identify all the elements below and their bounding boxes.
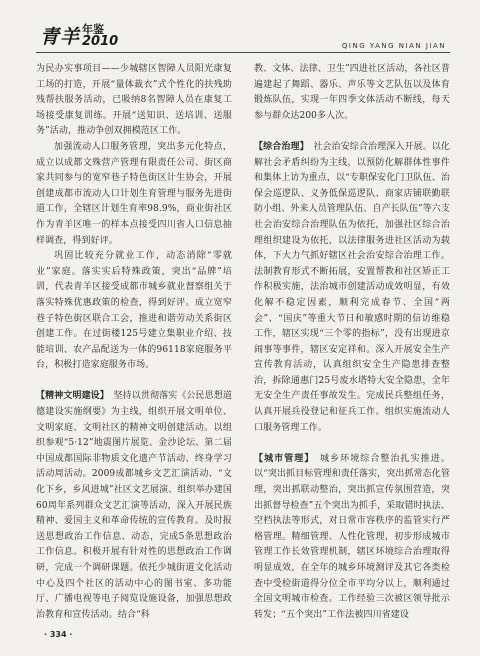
section-heading: 【城市管理】 bbox=[254, 453, 310, 464]
paragraph-text: 城乡环境综合整治扎实推进。以“突出抓目标管理和责任落实，突出抓常态化管理，突出抓联动整治，突出抓宣传氛围营造，突出抓督导检查”五个突出为抓手，采取错时执法、空档执法等形式，对日常市容秩序的监管实行严格管理。精细管理、人性化管理，初步形成城市管理工作长效管理机制，辖区环境综合治理取得明显成效，在全年的城乡环境测评及其它各类检查中受检街道得分位全市平均分以上，顺利通过全国文明城市检查。工作经验三次被区领导批示转发；“五个突出”工作法被四川省建设 bbox=[254, 453, 450, 620]
section-heading: 【精神文明建设】 bbox=[36, 391, 105, 402]
page-number: · 334 · bbox=[44, 630, 73, 639]
paragraph: 为民办实事项目——少城辖区智障人员阳光康复工场的打造，开展“量体裁衣”式个性化的扶残助残帮扶服务活动，已吸纳8名智障人员在康复工场接受康复训练。开展“送知识、送培训、送服务”活动，推动争创双拥模范区工作。 bbox=[36, 64, 232, 137]
header-romanized-title: QING YANG NIAN JIAN bbox=[341, 42, 446, 50]
section-heading: 【综合治理】 bbox=[254, 141, 305, 152]
paragraph bbox=[36, 389, 232, 623]
paragraph: 教、文体、法律、卫生”四进社区活动，各社区普遍建起了舞蹈、器乐、声乐等文艺队伍以及体育锻炼队伍，实现一年四季文体活动不断线，每天参与群众达200多人次。 bbox=[254, 64, 450, 121]
logo-year: 2010 bbox=[82, 34, 119, 49]
left-column bbox=[36, 62, 232, 623]
right-column bbox=[254, 62, 450, 623]
yearbook-logo bbox=[40, 22, 118, 49]
logo-nianjian: 年鉴 bbox=[82, 23, 105, 36]
paragraph-text: 社会治安综合治理深入开展。以化解社会矛盾纠纷为主线，以预防化解群体性事件和集体上访为重点，以“专职保安化门卫队伍、治保会巡逻队、义务低保巡逻队、商家店铺联勤联防小组、外来人员管理队伍、自产长队伍”等六支社会治安综合治理队伍为依托，加强社区综合治理组织建设为依托，以法律服务进社区活动为载体，下大力气抓好辖区社会治安综合治理工作。法制教育形式不断拓展，安置帮教和社区矫正工作积极实施，法治城市创建活动成效明显，有效化解不稳定因素，顺利完成春节、全国“两会”、“国庆”等重大节日和敏感时期的信访维稳工作，辖区实现“三个零的指标”，没有出现进京闹事等事件，辖区安定祥和。深入开展安全生产宣传教育活动，认真组织安全生产隐患排查整治，拆除通惠门25号废水塔特大安全隐患，全年无安全生产责任事故发生。完成民兵整组任务，认真开展兵役登记和征兵工作。组织实施流动人口服务管理工作。 bbox=[254, 141, 450, 433]
paragraph: 加强流动人口服务管理，突出多元化特点，成立以成都文殊营产管理有限责任公司、街区商家共同参与的宽窄巷子特色街区计生协会，开展创建成都市流动人口计划生育管理与服务先进街道工作，全辖区计划生育率98.9%，商业街社区作为青羊区唯一的样本点接受四川省人口信息抽样调查，得到好评。 bbox=[36, 141, 232, 246]
paragraph: 巩固比较充分就业工作，动态消除“零就业”家庭。落实实后特殊政策，突出“品牌”培训，代表青羊区接受成都市城乡就业督察组关于落实特殊优惠政策的检查，得到好评。成立宽窄巷子特色街区联合工会，推进和谐劳动关系街区创建工作。在过街楼125号建立集职业介绍、技能培训、农产品配送为一体的96118家庭服务平台，积极打造家庭服务市场。 bbox=[36, 251, 232, 371]
header-rule bbox=[36, 52, 450, 53]
running-header bbox=[0, 0, 480, 58]
paragraph bbox=[254, 452, 450, 624]
paragraph bbox=[254, 140, 450, 436]
paragraph-text: 坚持以贯彻落实《公民思想道德建设实施纲要》为主线，组织开展文明单位、文明家庭、文明社区的精神文明创建活动。以组织参观“5·12”地震图片展览、金沙论坛、第二届中国成都国际非物质文化遗产节活动、终身学习活动周活动。2009成都城乡文艺汇演活动、“文化下乡，乡风进城”社区文艺展演、组织举办建国60周年系列群众文艺汇演等活动，深入开展民族精神、爱国主义和革命传统的宣传教育。及时报送思想政治工作信息、动态，完成5条思想政治工作信息。积极开展有针对性的思想政治工作调研，完成一个调研课题。依托少城街道文化活动中心及四个社区的活动中心的图书室、多功能厅、广播电视等电子阅览设施设备，加强思想政治教育和宣传活动。结合“科 bbox=[36, 391, 232, 620]
logo-title: 青羊 bbox=[40, 26, 81, 48]
